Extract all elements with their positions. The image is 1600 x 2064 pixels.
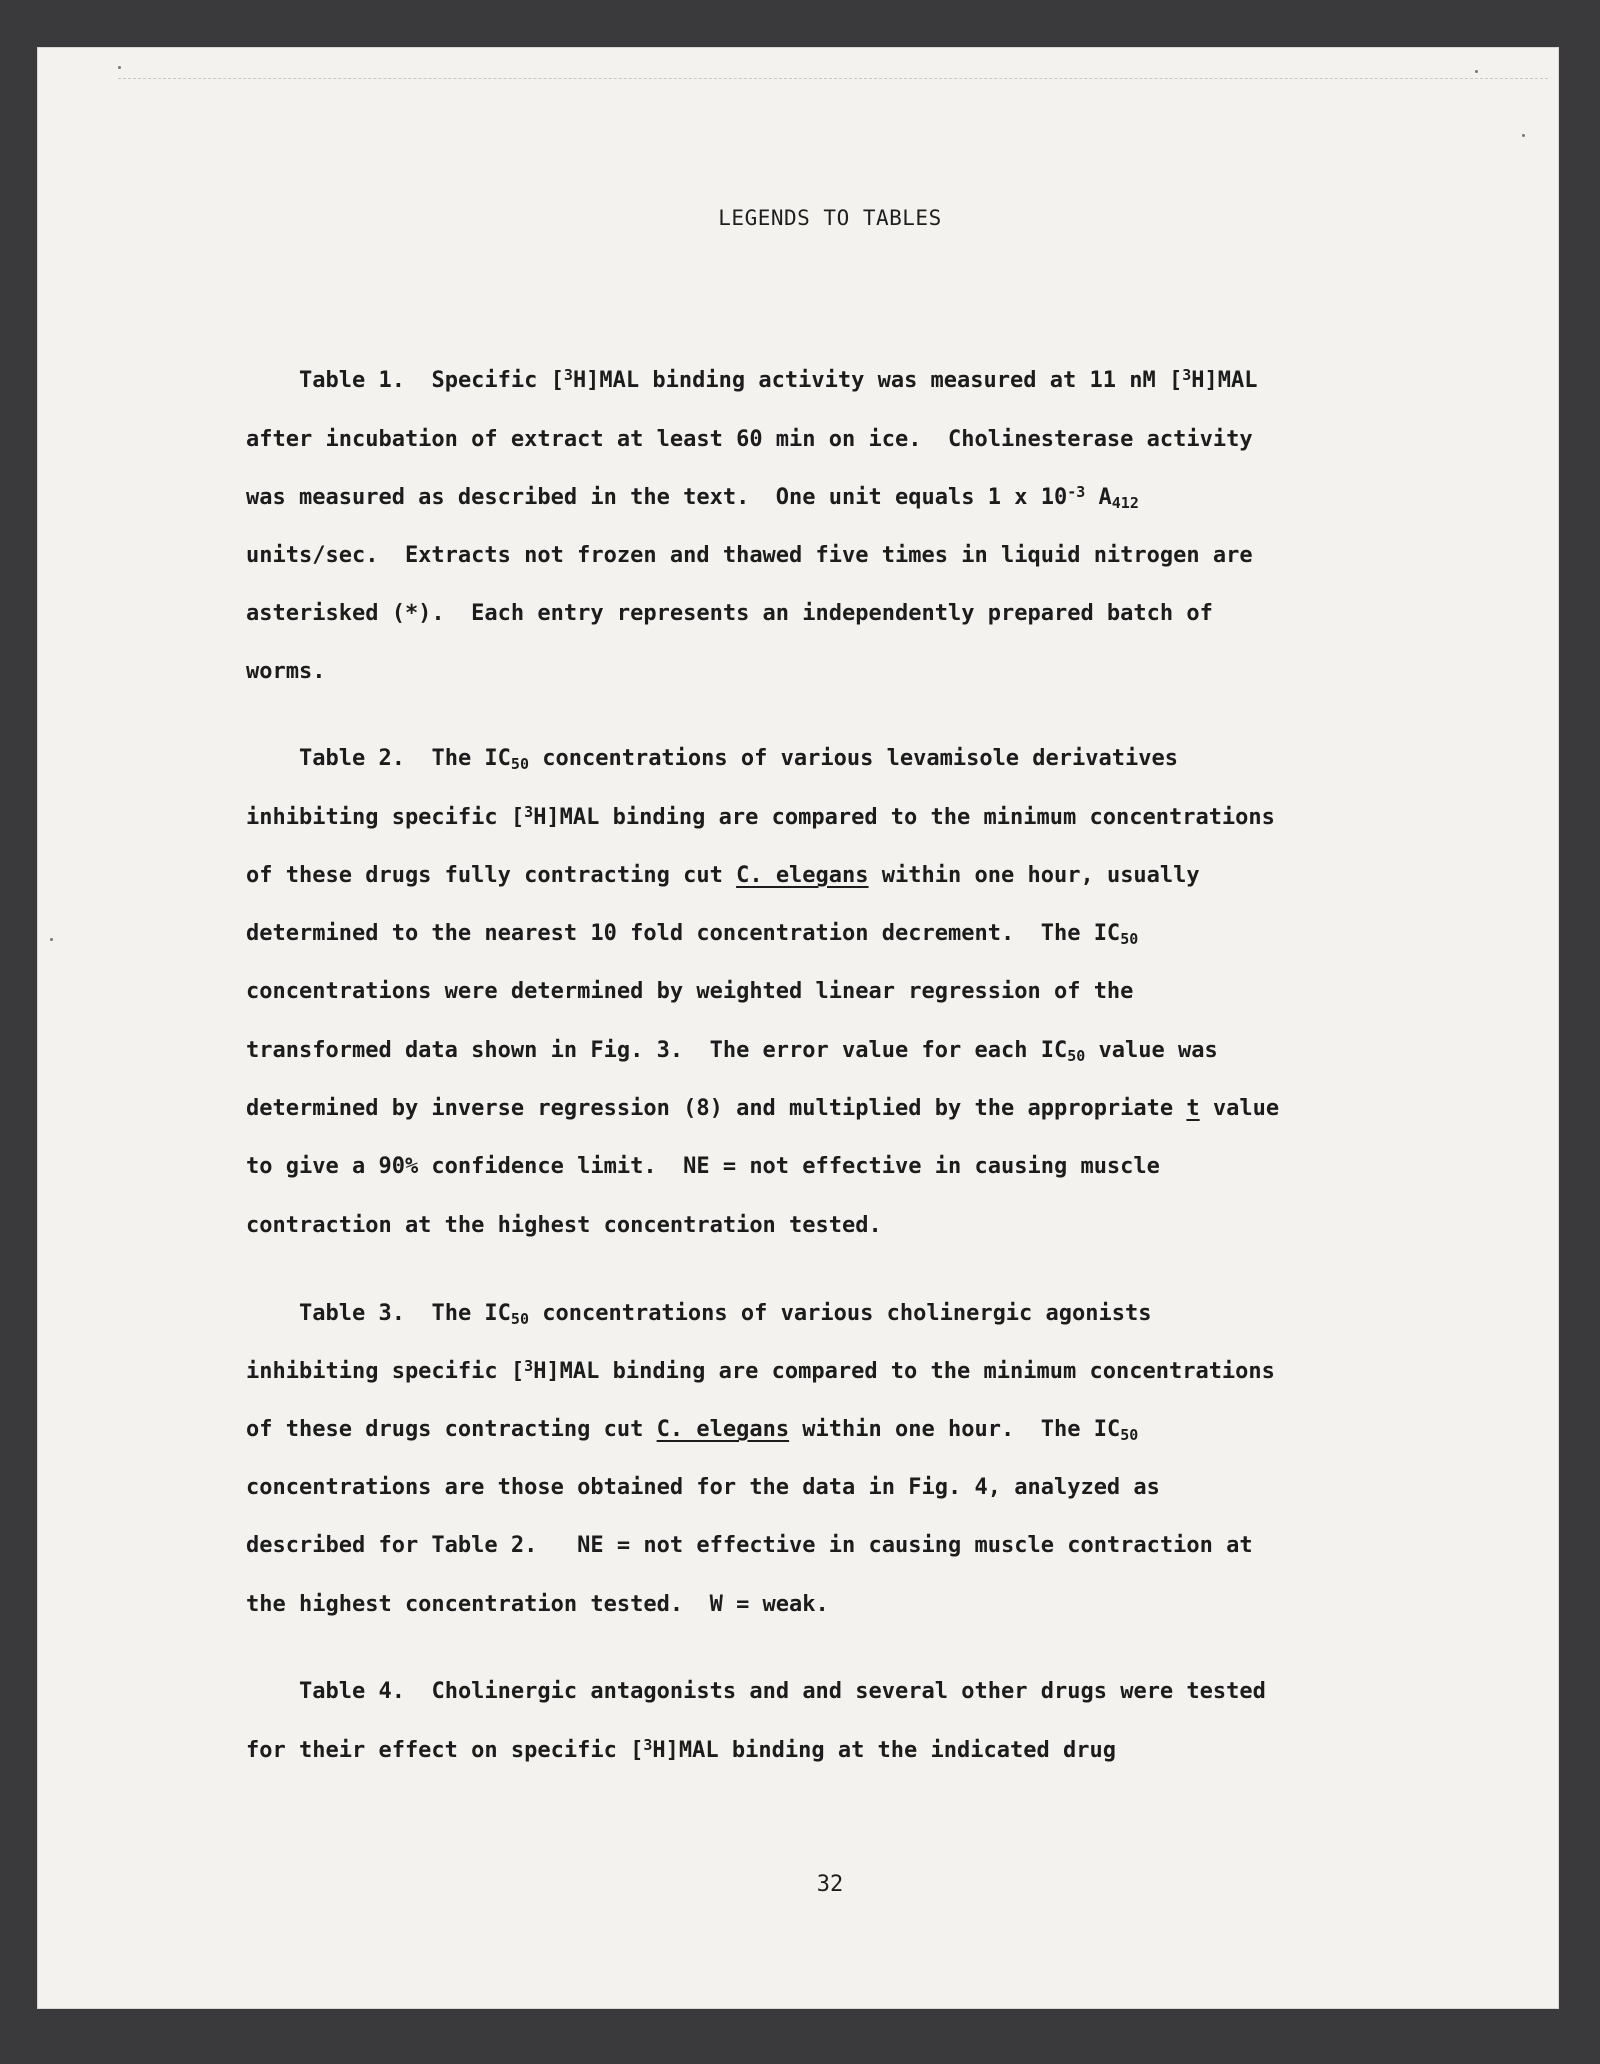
table2-line4: determined to the nearest 10 fold concentration decrement. The $IC_{50}$ <box>246 921 1139 948</box>
table1-line1: Table 1. Specific [$^3$H]MAL binding activity was measured at 11 nM [$^3$H]MAL <box>299 366 1258 393</box>
scan-speck <box>1522 134 1525 137</box>
table3-line4: concentrations are those obtained for the data in Fig. 4, analyzed as <box>246 1475 1160 1500</box>
table1-line3: was measured as described in the text. One unit equals 1 x $10^{-3}$ $A_{412}$ <box>246 483 1139 512</box>
table3-line6: the highest concentration tested. W = weak. <box>246 1592 829 1617</box>
table2-line1: Table 2. The $IC_{50}$ concentrations of various levamisole derivatives <box>299 746 1178 773</box>
table3-line3: of these drugs contracting cut C. elegans within one hour. The $IC_{50}$ <box>246 1417 1139 1444</box>
table4-line2: for their effect on specific [$^3$H]MAL binding at the indicated drug <box>246 1736 1116 1763</box>
document-page <box>38 48 1558 2008</box>
table1-line4: units/sec. Extracts not frozen and thawed five times in liquid nitrogen are <box>246 543 1253 568</box>
table3-line1: Table 3. The $IC_{50}$ concentrations of various cholinergic agonists <box>299 1301 1152 1328</box>
table1-line6: worms. <box>246 659 326 684</box>
scan-speck <box>50 938 53 941</box>
table2-line8: to give a 90% confidence limit. NE = not effective in causing muscle <box>246 1154 1160 1179</box>
table2-line9: contraction at the highest concentration tested. <box>246 1213 882 1238</box>
scan-edge-rule <box>118 78 1548 79</box>
table2-line3: of these drugs fully contracting cut C. elegans within one hour, usually <box>246 863 1200 888</box>
table1-line2: after incubation of extract at least 60 min on ice. Cholinesterase activity <box>246 427 1253 452</box>
table2-line7: determined by inverse regression (8) and multiplied by the appropriate t value <box>246 1096 1280 1121</box>
table1-line5: asterisked (*). Each entry represents an independently prepared batch of <box>246 601 1213 626</box>
page-title: LEGENDS TO TABLES <box>718 206 942 230</box>
scan-speck <box>1475 70 1478 73</box>
table2-line2: inhibiting specific [$^3$H]MAL binding are compared to the minimum concentrations <box>246 803 1275 830</box>
table2-line5: concentrations were determined by weighted linear regression of the <box>246 979 1134 1004</box>
table3-line2: inhibiting specific [$^3$H]MAL binding are compared to the minimum concentrations <box>246 1357 1275 1384</box>
scan-speck <box>118 66 121 69</box>
table2-line6: transformed data shown in Fig. 3. The error value for each $IC_{50}$ value was <box>246 1038 1218 1065</box>
table4-line1: Table 4. Cholinergic antagonists and and several other drugs were tested <box>299 1679 1266 1704</box>
table3-line5: described for Table 2. NE = not effective in causing muscle contraction at <box>246 1533 1253 1558</box>
page-number: 32 <box>816 1872 844 1897</box>
